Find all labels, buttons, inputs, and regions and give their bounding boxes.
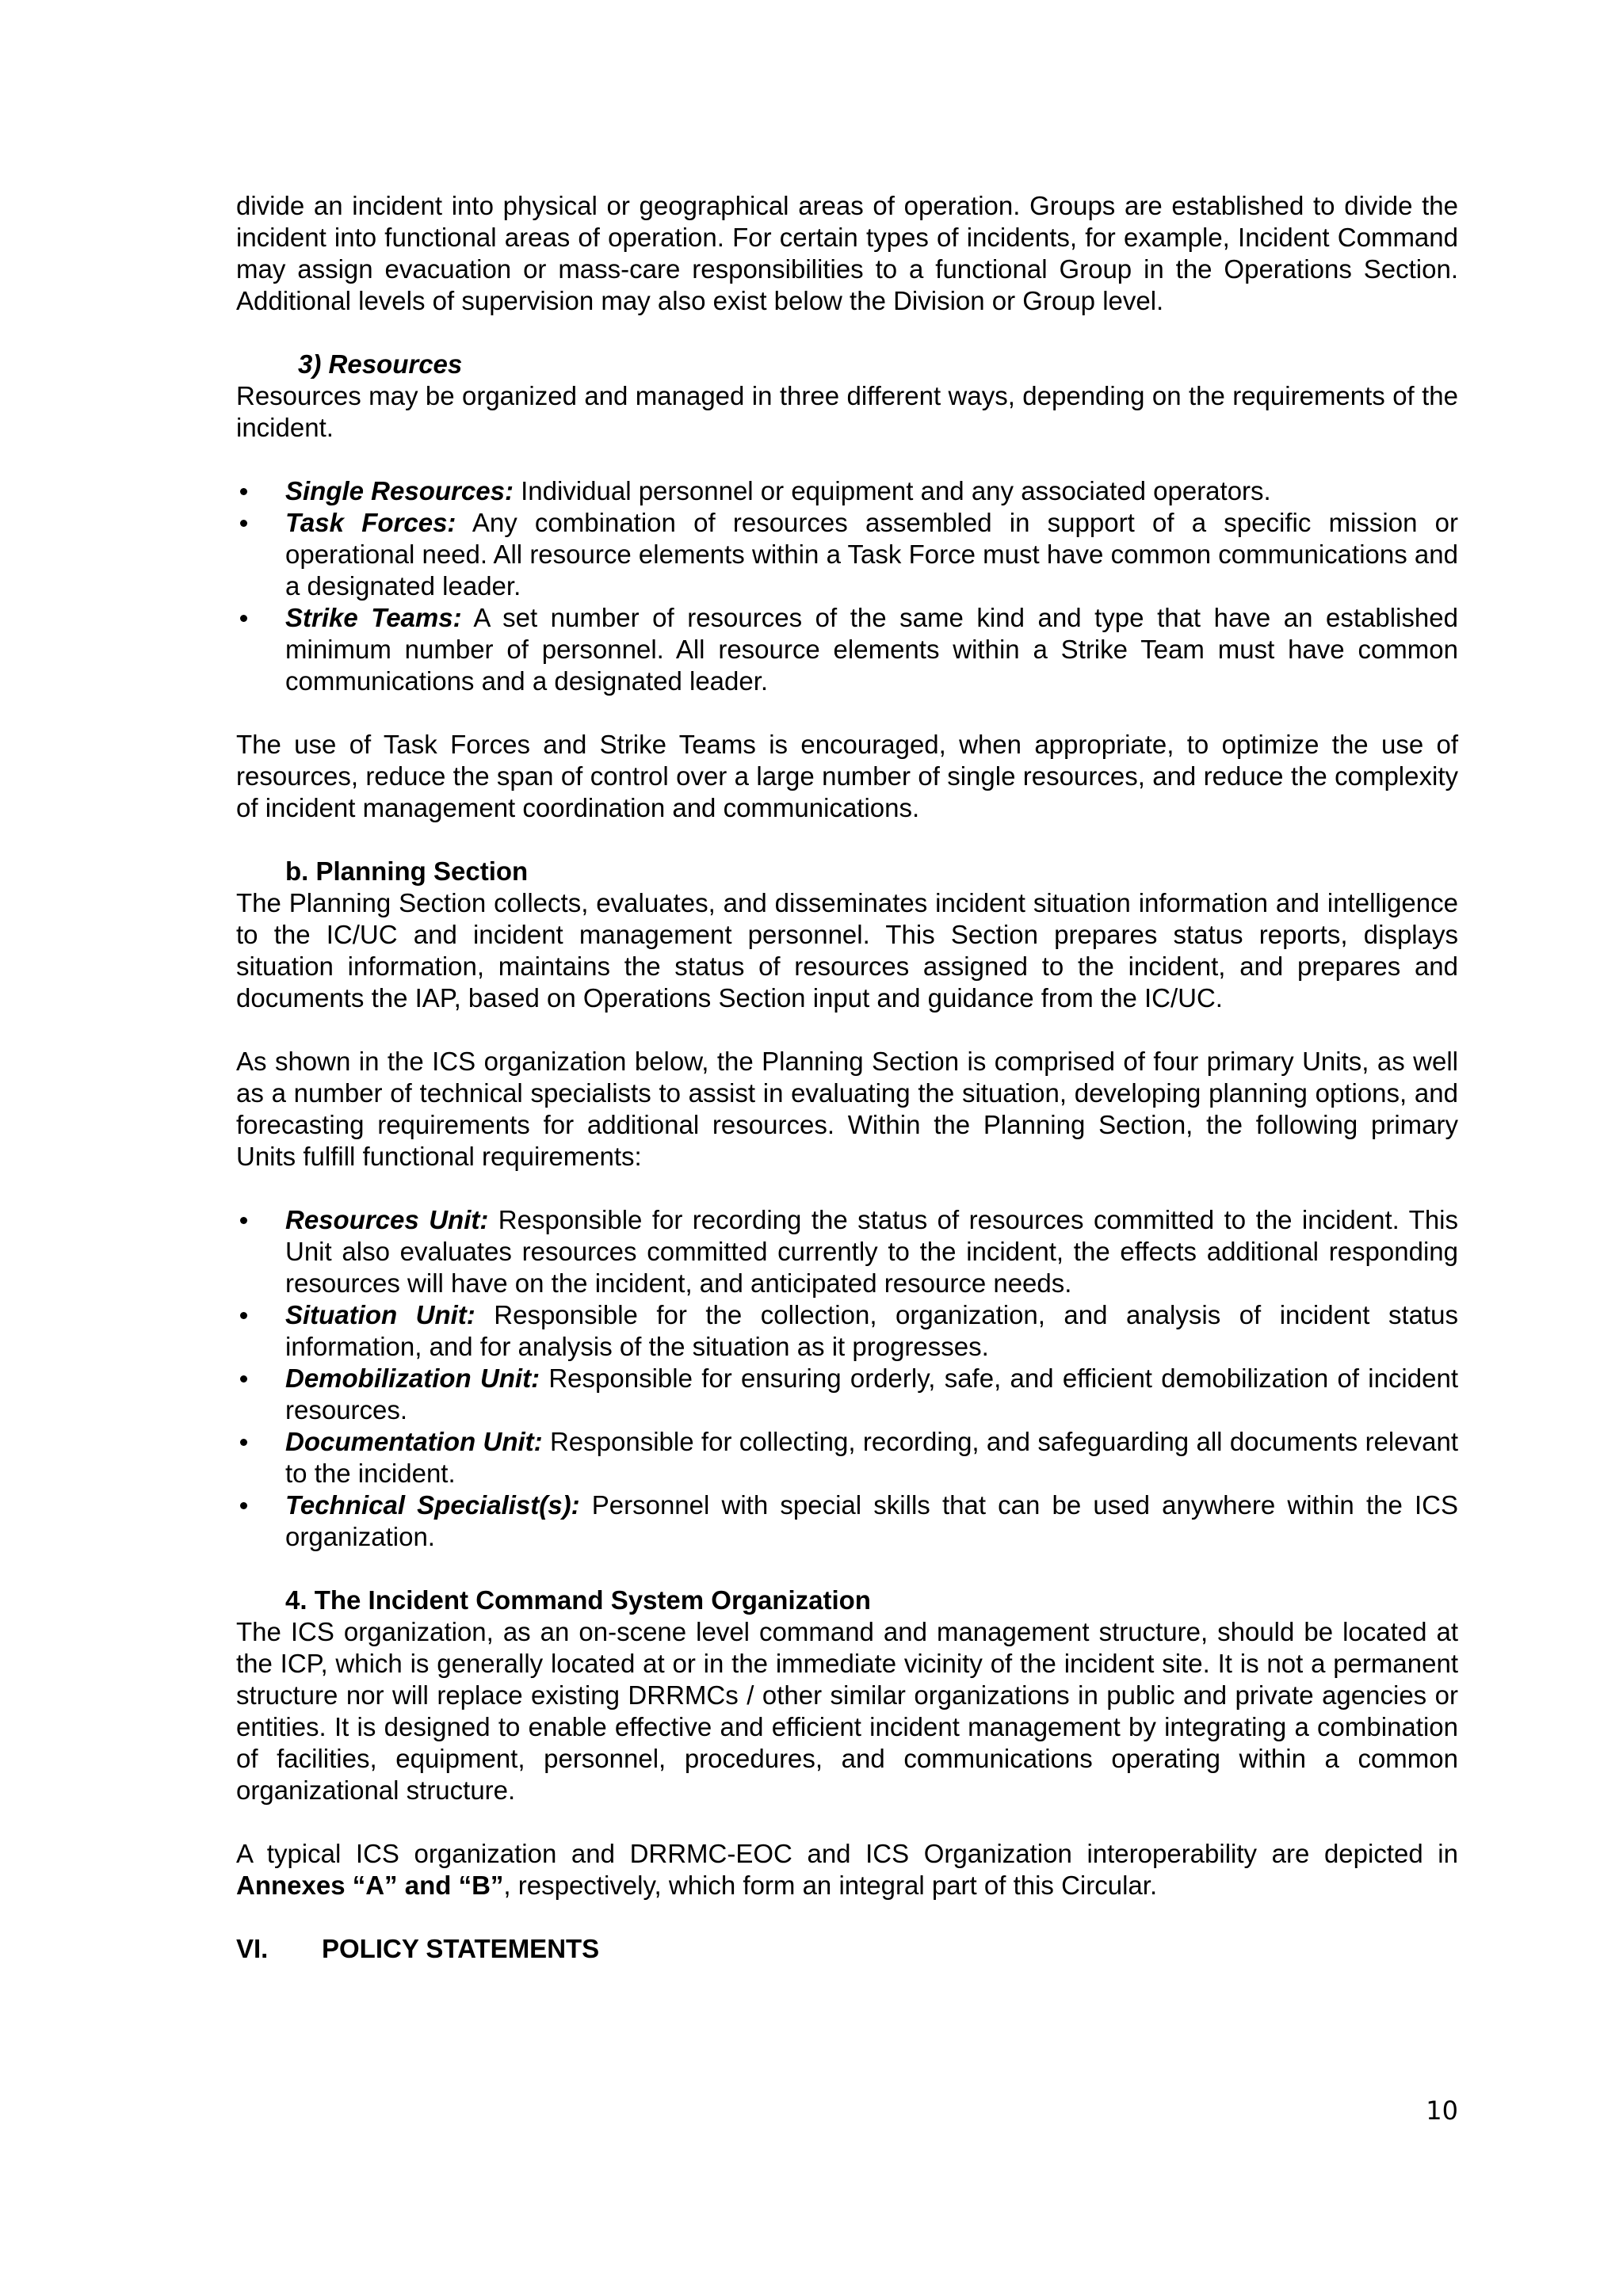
ics-paragraph-2-text: A typical ICS organization and DRRMC-EOC and ICS Organization interoperability are depicted in xyxy=(236,1839,1458,1868)
list-item xyxy=(236,507,1458,602)
list-item-term: Task Forces: xyxy=(285,508,456,537)
ics-paragraph-2-tail: , respectively, which form an integral part of this Circular. xyxy=(503,1871,1158,1900)
list-item-text: Individual personnel or equipment and any associated operators. xyxy=(513,476,1271,505)
bullet-icon xyxy=(240,1439,247,1446)
page-number: 10 xyxy=(1426,2096,1458,2126)
list-item-text: Responsible for ensuring orderly, safe, and efficient demobilization of incident resources. xyxy=(285,1363,1458,1425)
ics-organization-heading: 4. The Incident Command System Organization xyxy=(285,1585,871,1615)
bullet-icon xyxy=(240,488,247,495)
list-item xyxy=(236,1204,1458,1299)
list-item xyxy=(236,1363,1458,1426)
planning-units-list xyxy=(236,1204,1458,1553)
resources-list xyxy=(236,475,1458,697)
page-content xyxy=(236,190,1458,1965)
bullet-icon xyxy=(240,1312,247,1319)
list-item-text: Responsible for recording the status of resources committed to the incident. This Unit also evaluates resources committed currently to the incident, the effects additional responding resources will have on the incident, and anticipated resource needs. xyxy=(285,1205,1458,1298)
list-item-term: Demobilization Unit: xyxy=(285,1363,540,1393)
bullet-icon xyxy=(240,520,247,527)
list-item xyxy=(236,1299,1458,1363)
list-item-term: Single Resources: xyxy=(285,476,514,505)
list-item-text: Personnel with special skills that can be used anywhere within the ICS organization. xyxy=(285,1490,1459,1551)
resources-closing: The use of Task Forces and Strike Teams is encouraged, when appropriate, to optimize the use of resources, reduce the span of control over a large number of single resources, and reduce the complexity of incident management coordination and communications. xyxy=(236,730,1458,822)
planning-paragraph-1: The Planning Section collects, evaluates, and disseminates incident situation information and intelligence to the IC/UC and incident management personnel. This Section prepares status reports, displays situation information, maintains the status of resources assigned to the incident, and prepares and documents the IAP, based on Operations Section input and guidance from the IC/UC. xyxy=(236,888,1458,1013)
ics-paragraph-1: The ICS organization, as an on-scene level command and management structure, should be located at the ICP, which is generally located at or in the immediate vicinity of the incident site. It is not a permanent structure nor will replace existing DRRMCs / other similar organizations in public and private agencies or entities. It is designed to enable effective and efficient incident management by integrating a combination of facilities, equipment, personnel, procedures, and communications operating within a common organizational structure. xyxy=(236,1617,1458,1805)
resources-heading: 3) Resources xyxy=(298,349,463,379)
planning-heading: b. Planning Section xyxy=(285,856,529,886)
list-item xyxy=(236,602,1458,697)
list-item-term: Strike Teams: xyxy=(285,603,462,632)
bullet-icon xyxy=(240,1375,247,1383)
bullet-icon xyxy=(240,615,247,622)
list-item-term: Documentation Unit: xyxy=(285,1427,543,1456)
list-item-text: A set number of resources of the same kind and type that have an established minimum number of personnel. All resource elements within a Strike Team must have common communications and a designated leader. xyxy=(285,603,1458,696)
resources-intro: Resources may be organized and managed in three different ways, depending on the requirements of the incident. xyxy=(236,381,1458,442)
section-number: VI. xyxy=(236,1934,269,1963)
ics-paragraph-2 xyxy=(236,1838,1458,1901)
policy-heading xyxy=(236,1933,1458,1965)
bullet-icon xyxy=(240,1217,247,1224)
bullet-icon xyxy=(240,1502,247,1509)
list-item xyxy=(236,475,1458,507)
intro-paragraph: divide an incident into physical or geographical areas of operation. Groups are established to divide the incident into functional areas of operation. For certain types of incidents, for example, Incident Command may assign evacuation or mass-care responsibilities to a functional Group in the Operations Section. Additional levels of supervision may also exist below the Division or Group level. xyxy=(236,191,1458,315)
list-item-term: Resources Unit: xyxy=(285,1205,489,1234)
list-item xyxy=(236,1489,1458,1553)
list-item-term: Technical Specialist(s): xyxy=(285,1490,580,1520)
list-item-term: Situation Unit: xyxy=(285,1300,475,1329)
list-item xyxy=(236,1426,1458,1489)
annexes-reference: Annexes “A” and “B” xyxy=(236,1871,504,1900)
section-title: POLICY STATEMENTS xyxy=(322,1934,600,1963)
planning-paragraph-2: As shown in the ICS organization below, the Planning Section is comprised of four primary Units, as well as a number of technical specialists to assist in evaluating the situation, developing planning options, and forecasting requirements for additional resources. Within the Planning Section, the following primary Units fulfill functional requirements: xyxy=(236,1047,1458,1171)
list-item-text: Any combination of resources assembled in support of a specific mission or operational need. All resource elements within a Task Force must have common communications and a designated leader. xyxy=(285,508,1458,601)
list-item-text: Responsible for collecting, recording, and safeguarding all documents relevant to the incident. xyxy=(285,1427,1458,1488)
list-item-text: Responsible for the collection, organization, and analysis of incident status information, and for analysis of the situation as it progresses. xyxy=(285,1300,1458,1361)
